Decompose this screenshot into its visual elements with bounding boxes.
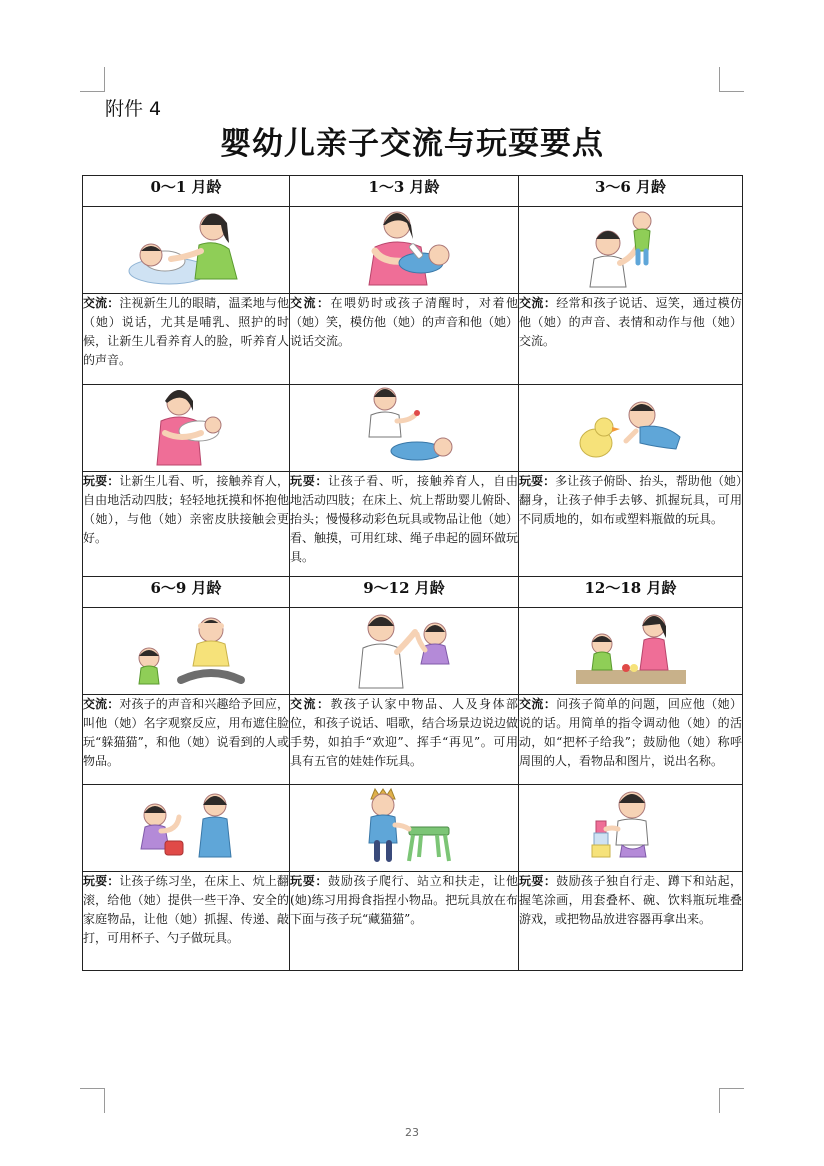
illustration-cell xyxy=(519,608,743,695)
crop-mark-bottom-right xyxy=(719,1088,744,1113)
communication-cell xyxy=(290,294,519,385)
annex-label: 附件 4 xyxy=(105,98,162,120)
communication-label: 交流： xyxy=(83,697,120,711)
communication-text: 经常和孩子说话、逗笑，通过模仿他（她）的声音、表情和动作与他（她）交流。 xyxy=(519,296,742,348)
mother-holding-baby-bottle-illustration xyxy=(339,207,469,289)
play-label: 玩耍： xyxy=(290,874,329,888)
illustration-cell xyxy=(83,785,290,872)
communication-cell xyxy=(83,294,290,385)
age-header: 0～1 月龄 xyxy=(83,176,290,207)
illustration-row xyxy=(83,385,743,472)
play-text: 多让孩子俯卧、抬头，帮助他（她）翻身，让孩子伸手去够、抓握玩具，可用不同质地的，如布或塑料瓶做的玩具。 xyxy=(519,474,742,526)
illustration-cell xyxy=(290,385,519,472)
illustration-cell xyxy=(519,385,743,472)
communication-text: 注视新生儿的眼睛，温柔地与他（她）说话，尤其是哺乳、照护的时候，让新生儿看养育人的脸，听养育人的声音。 xyxy=(83,296,289,367)
play-cell xyxy=(519,472,743,577)
communication-text: 在喂奶时或孩子清醒时，对着他（她）笑，模仿他（她）的声音和他（她）说话交流。 xyxy=(290,296,519,348)
illustration-cell xyxy=(290,785,519,872)
illustration-cell xyxy=(83,207,290,294)
communication-cell xyxy=(519,294,743,385)
play-cell xyxy=(83,872,290,971)
page-number: 23 xyxy=(405,1126,419,1139)
communication-cell xyxy=(290,695,519,785)
play-label: 玩耍： xyxy=(83,874,120,888)
age-header: 12～18 月龄 xyxy=(519,577,743,608)
crop-mark-top-right xyxy=(719,67,744,92)
illustration-row xyxy=(83,207,743,294)
play-cell xyxy=(519,872,743,971)
age-header-row xyxy=(83,176,743,207)
illustration-cell xyxy=(519,207,743,294)
illustration-cell xyxy=(83,608,290,695)
communication-text: 问孩子简单的问题，回应他（她）说的话。用简单的指令调动他（她）的活动，如“把杯子给我”；鼓励他（她）称呼周围的人，看物品和图片，说出名称。 xyxy=(519,697,742,768)
play-cell xyxy=(83,472,290,577)
communication-text: 教孩子认家中物品、人及身体部位，和孩子说话、唱歌，结合场景边说边做手势，如拍手“欢迎”、挥手“再见”。可用具有五官的娃娃作玩具。 xyxy=(290,697,519,768)
communication-text: 对孩子的声音和兴趣给予回应，叫他（她）名字观察反应，用布遮住脸玩“躲猫猫”，和他（她）说看到的人或物品。 xyxy=(83,697,289,768)
age-header: 6～9 月龄 xyxy=(83,577,290,608)
play-text: 让新生儿看、听，接触养育人，自由地活动四肢；轻轻地抚摸和怀抱他（她），与他（她）亲密皮肤接触会更好。 xyxy=(83,474,289,545)
mother-cradling-newborn-illustration xyxy=(121,385,251,467)
guidance-table xyxy=(82,175,743,971)
play-label: 玩耍： xyxy=(519,474,556,488)
crop-mark-top-left xyxy=(80,67,105,92)
page-title: 婴幼儿亲子交流与玩耍要点 xyxy=(220,126,604,162)
father-peekaboo-with-baby-illustration xyxy=(121,608,251,690)
play-label: 玩耍： xyxy=(83,474,120,488)
illustration-row xyxy=(83,608,743,695)
play-label: 玩耍： xyxy=(519,874,557,888)
communication-row xyxy=(83,294,743,385)
play-cell xyxy=(290,872,519,971)
communication-cell xyxy=(519,695,743,785)
communication-label: 交流： xyxy=(83,296,120,310)
illustration-cell xyxy=(83,385,290,472)
play-text: 让孩子看、听，接触养育人，自由地活动四肢；在床上、炕上帮助婴儿俯卧、抬头；慢慢移动彩色玩具或物品让他（她）看、触摸，可用红球、绳子串起的圆环做玩具。 xyxy=(290,474,519,564)
illustration-cell xyxy=(290,608,519,695)
toddler-standing-by-stool-illustration xyxy=(339,785,469,867)
father-lifting-baby-illustration xyxy=(566,207,696,289)
mother-toddler-toys-illustration xyxy=(566,608,696,690)
communication-cell xyxy=(83,695,290,785)
communication-label: 交流： xyxy=(290,697,331,711)
communication-label: 交流： xyxy=(290,296,331,310)
play-cell xyxy=(290,472,519,577)
father-high-five-baby-illustration xyxy=(339,608,469,690)
baby-crawling-toward-duck-illustration xyxy=(566,385,696,467)
age-header-row xyxy=(83,577,743,608)
communication-label: 交流： xyxy=(519,296,557,310)
mother-baby-sitting-play-illustration xyxy=(121,785,251,867)
age-header: 1～3 月龄 xyxy=(290,176,519,207)
play-text: 鼓励孩子爬行、站立和扶走，让他(她)练习用拇食指捏小物品。把玩具放在布下面与孩子玩“藏猫猫”。 xyxy=(290,874,518,926)
toddler-stacking-cups-illustration xyxy=(566,785,696,867)
crop-mark-bottom-left xyxy=(80,1088,105,1113)
father-playing-with-lying-baby-illustration xyxy=(339,385,469,467)
illustration-row xyxy=(83,785,743,872)
mother-feeding-newborn-illustration xyxy=(121,207,251,289)
play-row xyxy=(83,872,743,971)
age-header: 9～12 月龄 xyxy=(290,577,519,608)
communication-label: 交流： xyxy=(519,697,557,711)
age-header: 3～6 月龄 xyxy=(519,176,743,207)
illustration-cell xyxy=(519,785,743,872)
illustration-cell xyxy=(290,207,519,294)
play-label: 玩耍： xyxy=(290,474,329,488)
communication-row xyxy=(83,695,743,785)
play-text: 鼓励孩子独自行走、蹲下和站起，握笔涂画，用套叠杯、碗、饮料瓶玩堆叠游戏，或把物品放进容器再拿出来。 xyxy=(519,874,742,926)
play-row xyxy=(83,472,743,577)
play-text: 让孩子练习坐，在床上、炕上翻滚，给他（她）提供一些干净、安全的家庭物品，让他（她）抓握、传递、敲打，可用杯子、勺子做玩具。 xyxy=(83,874,289,945)
